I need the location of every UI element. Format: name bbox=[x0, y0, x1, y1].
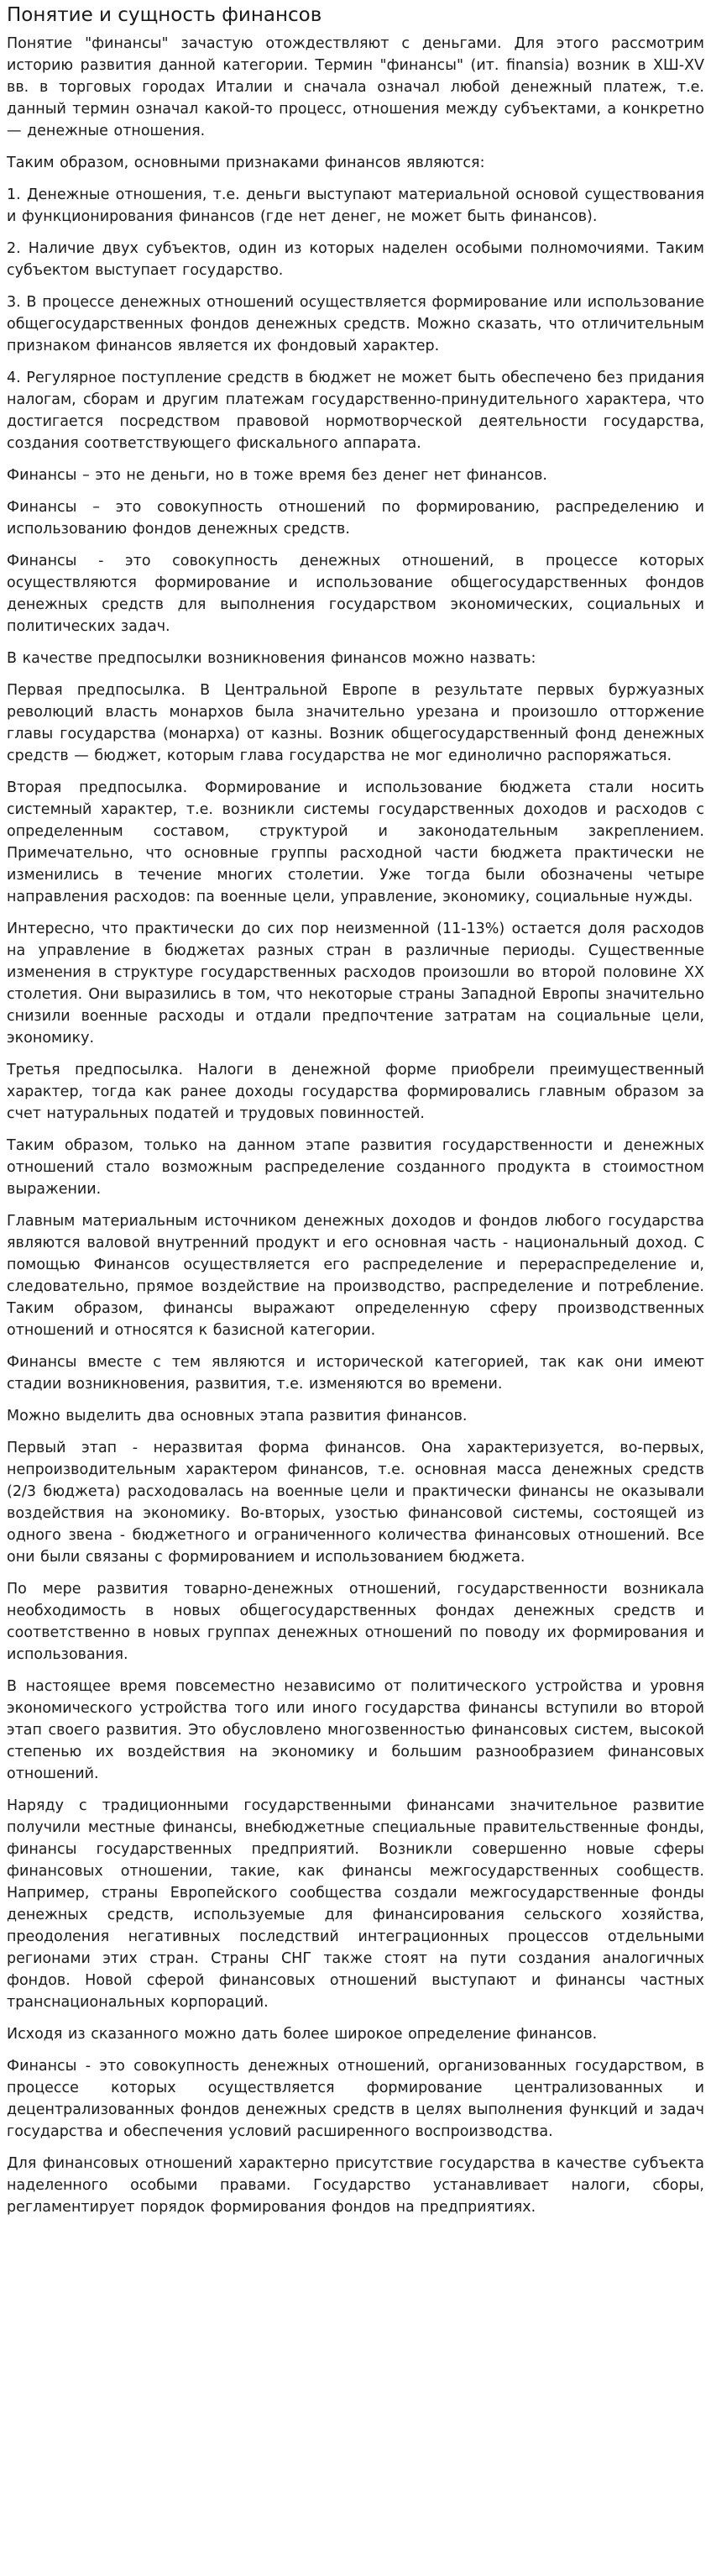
paragraph: Финансы – это не деньги, но в тоже время без денег нет финансов. bbox=[7, 467, 547, 484]
paragraph: По мере развития товарно-денежных отношений, государственности возникала необходимость в новых общегосударственных фондах денежных средств и соответственно в новых группах денежных отношений по поводу их формирования и использования. bbox=[7, 1581, 704, 1663]
paragraph: Финансы - это совокупность денежных отношений, организованных государством, в процессе которых осуществляется формирование централизованных и децентрализованных фондов денежных средств в целях выполнения функций и задач государства и обеспечения условий расширенного воспроизводства. bbox=[7, 2058, 704, 2140]
paragraph: Первая предпосылка. В Центральной Европе в результате первых буржуазных революций власть монархов была значительно урезана и произошло отторжение главы государства (монарха) от казны. Возник общегосударственный фонд денежных средств — бюджет, которым глава государства не мог единолично распоряжаться. bbox=[7, 682, 704, 764]
paragraph: 3. В процессе денежных отношений осуществляется формирование или использование общегосударственных фондов денежных средств. Можно сказать, что отличительным признаком финансов является их фондовый характер. bbox=[7, 294, 704, 354]
paragraph: Можно выделить два основных этапа развития финансов. bbox=[7, 1408, 468, 1424]
page-title: Понятие и сущность финансов bbox=[7, 4, 322, 26]
paragraph: Финансы – это совокупность отношений по формированию, распределению и использованию фондов денежных средств. bbox=[7, 499, 704, 538]
paragraph: 1. Денежные отношения, т.е. деньги выступают материальной основой существования и функционирования финансов (где нет денег, не может быть финансов). bbox=[7, 186, 704, 225]
paragraph: Понятие "финансы" зачастую отождествляют с деньгами. Для этого рассмотрим историю развития данной категории. Термин "финансы" (ит. finansia) возник в XШ-XV вв. в торговых городах Италии и сначала означал любой денежный платеж, т.е. данный термин означал какой-то процесс, отношения между субъектами, а конкретно — денежные отношения. bbox=[7, 35, 704, 139]
document-body bbox=[7, 33, 704, 2218]
paragraph: Финансы вместе с тем являются и исторической категорией, так как они имеют стадии возникновения, развития, т.е. изменяются во времени. bbox=[7, 1354, 704, 1393]
paragraph: Интересно, что практически до сих пор неизменной (11-13%) остается доля расходов на управление в бюджетах разных стран в различные периоды. Существенные изменения в структуре государственных расходов произошли во второй половине XX столетия. Они выразились в том, что некоторые страны Западной Европы значительно снизили военные расходы и отдали предпочтение затратам на социальные цели, экономику. bbox=[7, 921, 704, 1047]
paragraph: Главным материальным источником денежных доходов и фондов любого государства являются валовой внутренний продукт и его основная часть - национальный доход. С помощью Финансов осуществляется его распределение и перераспределение и, следовательно, прямое воздействие на производство, распределение и потребление. Таким образом, финансы выражают определенную сферу производственных отношений и относятся к базисной категории. bbox=[7, 1213, 704, 1339]
paragraph: Финансы - это совокупность денежных отношений, в процессе которых осуществляются формирование и использование общегосударственных фондов денежных средств для выполнения государством экономических, социальных и политических задач. bbox=[7, 553, 704, 635]
paragraph: Третья предпосылка. Налоги в денежной форме приобрели преимущественный характер, тогда как ранее доходы государства формировались главным образом за счет натуральных податей и трудовых повинностей. bbox=[7, 1062, 704, 1122]
paragraph: Исходя из сказанного можно дать более широкое определение финансов. bbox=[7, 2026, 598, 2043]
paragraph: Таким образом, основными признаками финансов являются: bbox=[7, 155, 485, 171]
paragraph: 2. Наличие двух субъектов, один из которых наделен особыми полномочиями. Таким субъектом выступает государство. bbox=[7, 240, 704, 279]
paragraph: В настоящее время повсеместно независимо от политического устройства и уровня экономического устройства того или иного государства финансы вступили во второй этап своего развития. Это обусловлено многозвенностью финансовых систем, высокой степенью их воздействия на экономику и большим разнообразием финансовых отношений. bbox=[7, 1678, 704, 1782]
paragraph: Первый этап - неразвитая форма финансов. Она характеризуется, во-первых, непроизводительным характером финансов, т.е. основная масса денежных средств (2/3 бюджета) расходовалась на военные цели и практически финансы не оказывали воздействия на экономику. Во-вторых, узостью финансовой системы, состоящей из одного звена - бюджетного и ограниченного количества финансовых отношений. Все они были связаны с формированием и использованием бюджета. bbox=[7, 1440, 704, 1566]
paragraph: Таким образом, только на данном этапе развития государственности и денежных отношений стало возможным распределение созданного продукта в стоимостном выражении. bbox=[7, 1137, 704, 1198]
paragraph: Вторая предпосылка. Формирование и использование бюджета стали носить системный характер, т.е. возникли системы государственных доходов и расходов с определенным составом, структурой и законодательным закреплением. Примечательно, что основные группы расходной части бюджета практически не изменились в течение многих столетии. Уже тогда были обозначены четыре направления расходов: па военные цели, управление, экономику, социальные нужды. bbox=[7, 779, 704, 905]
paragraph: 4. Регулярное поступление средств в бюджет не может быть обеспечено без придания налогам, сборам и другим платежам государственно-принудительного характера, что достигается посредством правовой нормотворческой деятельности государства, создания соответствующего фискального аппарата. bbox=[7, 370, 704, 452]
paragraph: Наряду с традиционными государственными финансами значительное развитие получили местные финансы, внебюджетные специальные правительственные фонды, финансы государственных предприятий. Возникли совершенно новые сферы финансовых отношении, такие, как финансы межгосударственных сообществ. Например, страны Европейского сообщества создали межгосударственные фонды денежных средств, используемые для финансирования сельского хозяйства, преодоления негативных последствий интеграционных процессов отдельными регионами этих стран. Страны СНГ также стоят на пути создания аналогичных фондов. Новой сферой финансовых отношений выступают и финансы частных транснациональных корпораций. bbox=[7, 1797, 704, 2011]
paragraph: Для финансовых отношений характерно присутствие государства в качестве субъекта наделенного особыми правами. Государство устанавливает налоги, сборы, регламентирует порядок формирования фондов на предприятиях. bbox=[7, 2155, 704, 2216]
paragraph: В качестве предпосылки возникновения финансов можно назвать: bbox=[7, 650, 536, 667]
